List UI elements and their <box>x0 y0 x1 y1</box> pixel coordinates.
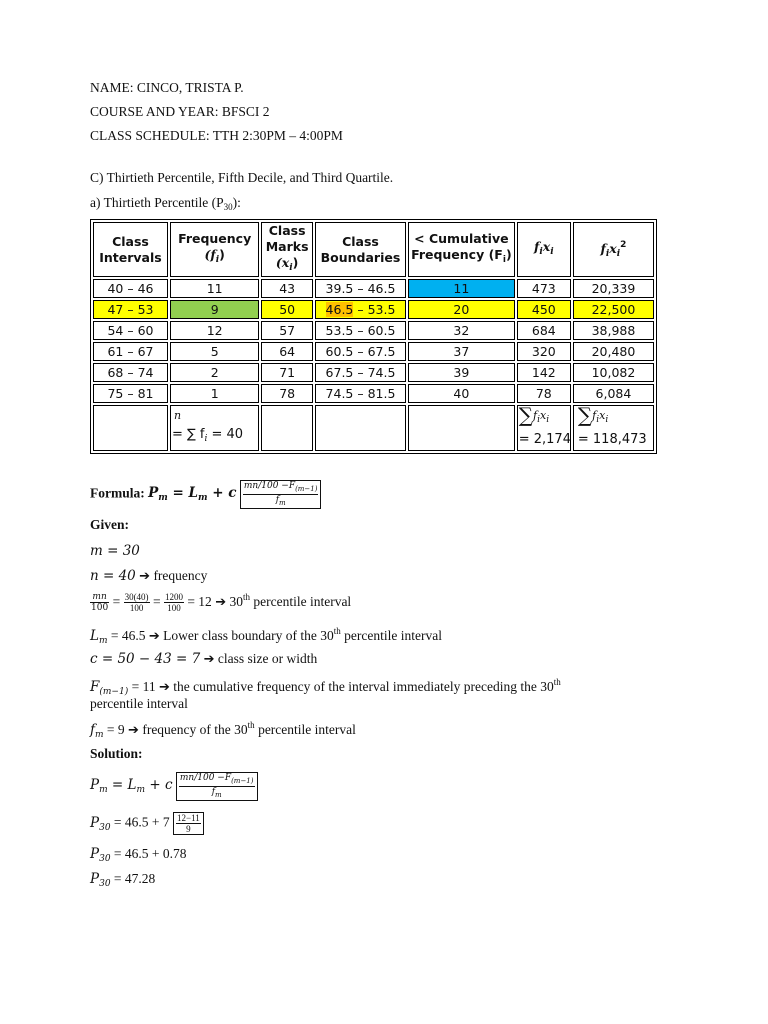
table-row <box>93 342 654 361</box>
cell-fx2: 10,082 <box>573 363 654 382</box>
cell-frequency: 12 <box>170 321 259 340</box>
cell-frequency: 11 <box>170 279 259 298</box>
given-fm: $f_m = 9$ ➔ frequency of the 30th percentile interval <box>90 720 356 740</box>
student-name: NAME: CINCO, TRISTA P. <box>90 80 244 95</box>
cell-boundary: 39.5 – 46.5 <box>315 279 406 298</box>
table-row <box>93 321 654 340</box>
subsection-title: a) Thirtieth Percentile $(P_{30})$: <box>90 195 241 212</box>
table-header-row <box>93 222 654 277</box>
cell-fx: 450 <box>517 300 571 319</box>
cell-mark: 50 <box>261 300 313 319</box>
cell-fx2: 20,480 <box>573 342 654 361</box>
cell-empty <box>408 405 515 451</box>
cell-mark: 43 <box>261 279 313 298</box>
table-totals-row <box>93 405 654 451</box>
cell-mark: 64 <box>261 342 313 361</box>
class-schedule: CLASS SCHEDULE: TTH 2:30PM – 4:00PM <box>90 128 343 143</box>
cell-interval: 54 – 60 <box>93 321 168 340</box>
cell-frequency: 1 <box>170 384 259 403</box>
header-class-marks: Class Marks $(x_i)$ <box>261 222 313 277</box>
cell-fx2: 22,500 <box>573 300 654 319</box>
header-class-intervals: Class Intervals <box>93 222 168 277</box>
solution-step-1: $P_m = L_m + c$ $\frac{mn/100 -F_{(m-1)}}{f_m}$ <box>90 772 258 801</box>
cell-cumulative: 37 <box>408 342 515 361</box>
cell-interval: 47 – 53 <box>93 300 168 319</box>
cell-frequency: 9 <box>170 300 259 319</box>
cell-boundary: 46.5 – 53.5 <box>315 300 406 319</box>
cell-frequency: 5 <box>170 342 259 361</box>
course-year: COURSE AND YEAR: BFSCI 2 <box>90 104 270 119</box>
cell-cumulative: 11 <box>408 279 515 298</box>
given-mn-calc: $\frac{mn}{100}$ = $\frac{30(40)}{100}$ = $\frac{1200}{100}$ = 12 ➔ 30th percentile interval <box>91 592 352 614</box>
cell-cumulative: 39 <box>408 363 515 382</box>
frequency-table <box>90 219 657 454</box>
given-f-prev-cont: percentile interval <box>90 696 188 711</box>
cell-interval: 75 – 81 <box>93 384 168 403</box>
cell-boundary: 53.5 – 60.5 <box>315 321 406 340</box>
cell-empty <box>93 405 168 451</box>
formula-line: Formula: $P_m = L_m + c$ $\frac{mn/100 -F_{(m-1)}}{f_m}$ <box>90 480 321 509</box>
cell-interval: 68 – 74 <box>93 363 168 382</box>
given-label: Given: <box>90 517 129 532</box>
given-m: m = 30 <box>90 543 140 559</box>
cell-empty <box>315 405 406 451</box>
cell-sum-fx: $\sum f_ix_i$ = 2,174 <box>517 405 571 451</box>
given-n: n = 40 ➔ frequency <box>90 568 208 584</box>
cell-fx2: 38,988 <box>573 321 654 340</box>
given-c: c = 50 − 43 = 7 ➔ class size or width <box>90 651 318 667</box>
table-row <box>93 279 654 298</box>
solution-step-4: $P_{30} = 47.28$ <box>90 871 156 889</box>
cell-fx: 684 <box>517 321 571 340</box>
cell-interval: 40 – 46 <box>93 279 168 298</box>
header-fx: $f_ix_i$ <box>517 222 571 277</box>
solution-step-2: $P_{30} = 46.5 + 7$ $\frac{12-11}{9}$ <box>90 812 204 835</box>
table-row <box>93 384 654 403</box>
cell-frequency: 2 <box>170 363 259 382</box>
cell-fx: 142 <box>517 363 571 382</box>
table-row <box>93 363 654 382</box>
cell-mark: 57 <box>261 321 313 340</box>
header-frequency: Frequency $(f_i)$ <box>170 222 259 277</box>
cell-fx2: 6,084 <box>573 384 654 403</box>
cell-mark: 78 <box>261 384 313 403</box>
cell-sum-fx2: $\sum f_ix_i$ = 118,473 <box>573 405 654 451</box>
section-title: C) Thirtieth Percentile, Fifth Decile, and Third Quartile. <box>90 170 394 185</box>
cell-cumulative: 20 <box>408 300 515 319</box>
cell-empty <box>261 405 313 451</box>
cell-cumulative: 32 <box>408 321 515 340</box>
cell-cumulative: 40 <box>408 384 515 403</box>
header-fx2: $f_ix_i^2$ <box>573 222 654 277</box>
solution-label: Solution: <box>90 746 143 761</box>
solution-step-3: $P_{30} = 46.5 + 0.78$ <box>90 846 187 864</box>
cell-fx2: 20,339 <box>573 279 654 298</box>
cell-fx: 473 <box>517 279 571 298</box>
header-class-boundaries: Class Boundaries <box>315 222 406 277</box>
given-f-prev: $F_{(m-1)} = 11$ ➔ the cumulative frequency of the interval immediately preceding the 30th <box>90 677 561 697</box>
cell-sum-frequency: n = ∑ $f_i = 40$ <box>170 405 259 451</box>
cell-interval: 61 – 67 <box>93 342 168 361</box>
header-cumulative: < Cumulative Frequency $(F_i)$ <box>408 222 515 277</box>
cell-mark: 71 <box>261 363 313 382</box>
cell-boundary: 60.5 – 67.5 <box>315 342 406 361</box>
cell-boundary: 74.5 – 81.5 <box>315 384 406 403</box>
table-row-highlighted <box>93 300 654 319</box>
given-lm: $L_m = 46.5$ ➔ Lower class boundary of the 30th percentile interval <box>90 626 442 646</box>
cell-fx: 320 <box>517 342 571 361</box>
cell-boundary: 67.5 – 74.5 <box>315 363 406 382</box>
cell-fx: 78 <box>517 384 571 403</box>
